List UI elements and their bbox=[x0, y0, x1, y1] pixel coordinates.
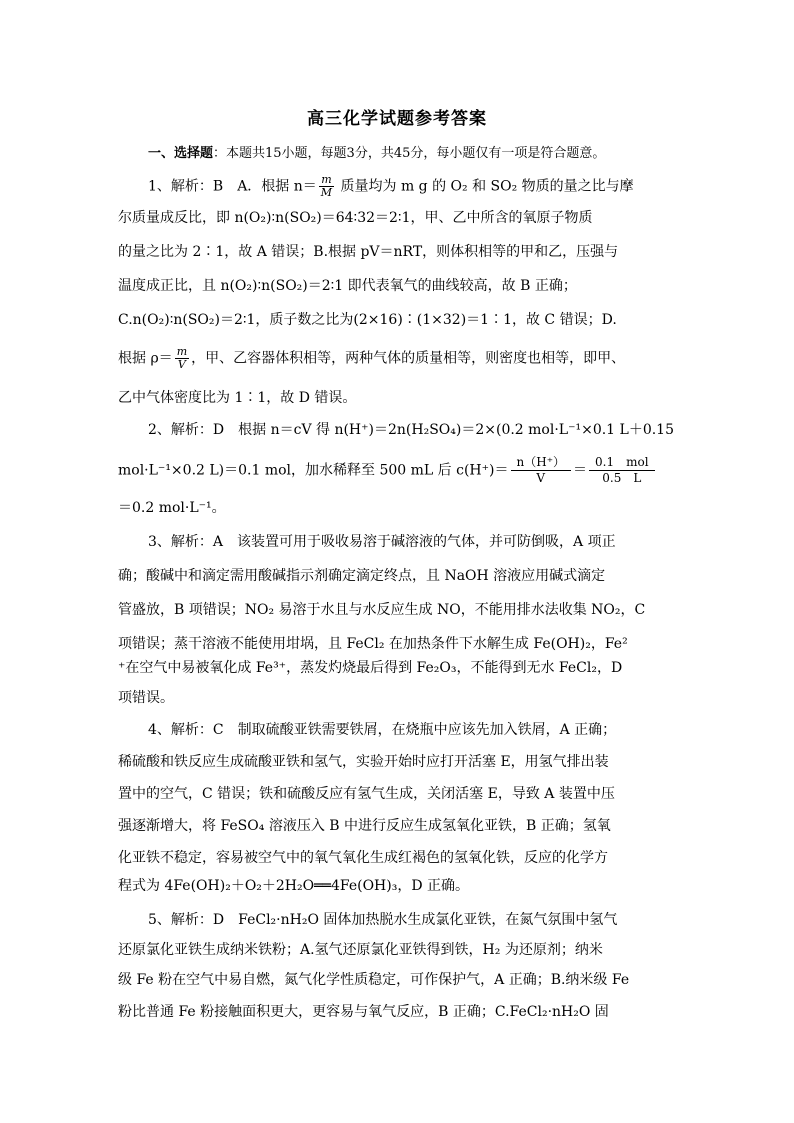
q3-line-3: 管盛放，B 项错误；NO₂ 易溶于水且与水反应生成 NO，不能用排水法收集 NO₂，C bbox=[118, 602, 646, 618]
q5-line-3: 级 Fe 粉在空气中易自燃，氮气化学性质稳定，可作保护气，A 正确；B.纳米级 Fe bbox=[118, 972, 630, 988]
q1-line-7: 乙中气体密度比为 1∶1，故 D 错误。 bbox=[118, 390, 357, 406]
page-title: 高三化学试题参考答案 bbox=[307, 109, 487, 129]
q3-line-5: ⁺在空气中易被氧化成 Fe³⁺，蒸发灼烧最后得到 Fe₂O₃，不能得到无水 FeCl₂，D bbox=[118, 660, 623, 676]
q2-fraction-1-num: n（H⁺） bbox=[516, 455, 566, 469]
q1-line-5: C.n(O₂)∶n(SO₂)＝2∶1，质子数之比为(2×16)∶(1×32)＝1∶1，故 C 错误；D. bbox=[118, 312, 617, 328]
q2-equals: ＝ bbox=[573, 462, 588, 479]
q2-fraction-1-den: V bbox=[511, 470, 572, 486]
q5-line-1: 5、解析：D FeCl₂·nH₂O 固体加热脱水生成氯化亚铁，在氮气氛围中氢气 bbox=[148, 912, 618, 928]
q1-line-3: 的量之比为 2∶1，故 A 错误；B.根据 pV＝nRT，则体积相等的甲和乙，压强与 bbox=[118, 244, 619, 260]
q1-fraction-den: M bbox=[320, 186, 333, 199]
q1-line-6 bbox=[118, 346, 625, 371]
q2-line-3: ＝0.2 mol·L⁻¹。 bbox=[118, 500, 226, 516]
q2-fraction-2-den: 0.5 L bbox=[589, 470, 655, 486]
q4-line-4: 强逐渐增大，将 FeSO₄ 溶液压入 B 中进行反应生成氢氧化亚铁，B 正确；氢氧 bbox=[118, 818, 611, 834]
q1-density-num: m bbox=[176, 345, 188, 358]
section-heading-bold: 一、选择题 bbox=[148, 146, 214, 161]
q1-density-fraction bbox=[175, 346, 189, 371]
q2-fraction-2-num: 0.1 mol bbox=[595, 455, 649, 469]
q4-line-2: 稀硫酸和铁反应生成硫酸亚铁和氢气，实验开始时应打开活塞 E，用氢气排出装 bbox=[118, 754, 609, 770]
q2-line-2-a: mol·L⁻¹×0.2 L)＝0.1 mol，加水稀释至 500 mL 后 c(H⁺)＝ bbox=[118, 462, 509, 479]
section-heading-rest: ：本题共15小题，每题3分，共45分，每小题仅有一项是符合题意。 bbox=[213, 146, 606, 161]
q2-line-1: 2、解析：D 根据 n＝cV 得 n(H⁺)＝2n(H₂SO₄)＝2×(0.2 mol·L⁻¹×0.1 L＋0.15 bbox=[148, 422, 674, 438]
q2-fraction-2 bbox=[589, 455, 655, 486]
q1-density-den: V bbox=[175, 358, 189, 371]
q4-line-3: 置中的空气，C 错误；铁和硫酸反应有氢气生成，关闭活塞 E，导致 A 装置中压 bbox=[118, 786, 615, 802]
q5-line-2: 还原氯化亚铁生成纳米铁粉；A.氢气还原氯化亚铁得到铁，H₂ 为还原剂；纳米 bbox=[118, 942, 603, 958]
section-heading bbox=[148, 142, 605, 161]
q1-line-4: 温度成正比，且 n(O₂)∶n(SO₂)＝2∶1 即代表氧气的曲线较高，故 B 正确； bbox=[118, 278, 577, 294]
q1-line-2: 尔质量成反比，即 n(O₂)∶n(SO₂)＝64∶32＝2∶1，甲、乙中所含的氧原子物质 bbox=[118, 210, 593, 226]
q1-line-1 bbox=[148, 174, 634, 199]
q1-text-a: 1、解析：B A．根据 n＝ bbox=[148, 178, 317, 195]
q2-fraction-1 bbox=[511, 455, 572, 486]
q1-line-6-a: 根据 ρ＝ bbox=[118, 350, 173, 367]
q2-line-2 bbox=[118, 455, 657, 486]
q1-text-b: 质量均为 m g 的 O₂ 和 SO₂ 物质的量之比与摩 bbox=[336, 178, 634, 195]
q1-fraction bbox=[319, 174, 334, 199]
q3-line-6: 项错误。 bbox=[118, 690, 174, 706]
q3-line-2: 确；酸碱中和滴定需用酸碱指示剂确定滴定终点，且 NaOH 溶液应用碱式滴定 bbox=[118, 568, 606, 584]
q4-line-5: 化亚铁不稳定，容易被空气中的氧气氧化生成红褐色的氢氧化铁，反应的化学方 bbox=[118, 850, 608, 866]
q4-line-6: 程式为 4Fe(OH)₂＋O₂＋2H₂O══4Fe(OH)₃，D 正确。 bbox=[118, 878, 470, 894]
q4-line-1: 4、解析：C 制取硫酸亚铁需要铁屑，在烧瓶中应该先加入铁屑，A 正确； bbox=[148, 722, 617, 738]
q1-line-6-b: ，甲、乙容器体积相等，两种气体的质量相等，则密度也相等，即甲、 bbox=[191, 350, 626, 367]
q5-line-4: 粉比普通 Fe 粉接触面积更大，更容易与氧气反应，B 正确；C.FeCl₂·nH₂O 固 bbox=[118, 1004, 609, 1020]
q1-fraction-num: m bbox=[321, 173, 332, 186]
q3-line-4: 项错误；蒸干溶液不能使用坩埚，且 FeCl₂ 在加热条件下水解生成 Fe(OH)₂，Fe² bbox=[118, 636, 628, 652]
q3-line-1: 3、解析：A 该装置可用于吸收易溶于碱溶液的气体，并可防倒吸，A 项正 bbox=[148, 534, 616, 550]
